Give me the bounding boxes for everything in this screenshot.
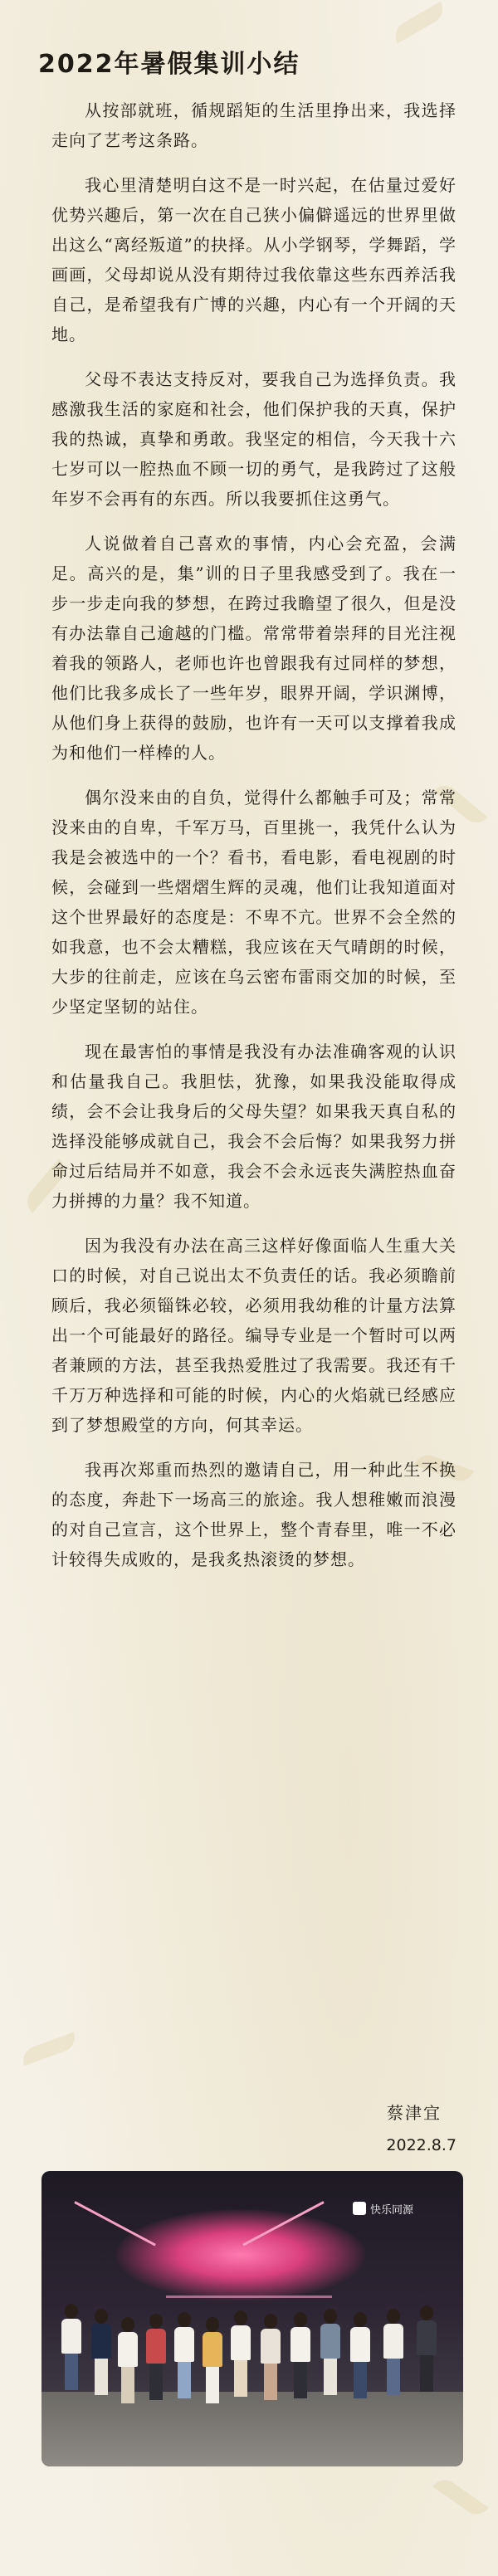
- logo-icon: [353, 2202, 366, 2215]
- paragraph: 我心里清楚明白这不是一时兴起，在估量过爱好优势兴趣后，第一次在自己狭小偏僻遥远的世界里做出这么“离经叛道”的抉择。从小学钢琴，学舞蹈，学画画，父母却说从没有期待过我依靠这些东西养活我自己，是希望我有广博的兴趣，内心有一个开阔的天地。: [51, 175, 456, 344]
- light-beam: [166, 2295, 332, 2298]
- page-title: 2022年暑假集训小结: [38, 50, 300, 79]
- light-beam: [74, 2201, 156, 2246]
- leaf-decoration: [432, 2475, 489, 2520]
- floor: [42, 2392, 463, 2466]
- paragraph: 现在最害怕的事情是我没有办法准确客观的认识和估量我自己。我胆怯，犹豫，如果我没能取得成绩，会不会让我身后的父母失望？如果我天真自私的选择没能够成就自己，我会不会后悔？如果我努力拼命过后结局并不如意，我会不会永远丧失满腔热血奋力拼搏的力量？我不知道。: [51, 1042, 456, 1211]
- paragraph: 因为我没有办法在高三这样好像面临人生重大关口的时候，对自己说出太不负责任的话。我必须瞻前顾后，我必须锱铢必较，必须用我幼稚的计量方法算出一个可能最好的路径。编导专业是一个暂时可以两者兼顾的方法，甚至我热爱胜过了我需要。我还有千千万万种选择和可能的时候，内心的火焰就已经感应到了梦想殿堂的方向，何其幸运。: [51, 1236, 456, 1435]
- essay-body: [51, 95, 456, 1589]
- leaf-decoration: [390, 2, 448, 44]
- neon-arch: [116, 2209, 365, 2300]
- group-photo: [42, 2171, 463, 2466]
- venue-logo: [353, 2199, 413, 2217]
- paragraph: 父母不表达支持反对，要我自己为选择负责。我感激我生活的家庭和社会，他们保护我的天真，保护我的热诚，真挚和勇敢。我坚定的相信，今天我十六七岁可以一腔热血不顾一切的勇气，是我跨过了这般年岁不会再有的东西。所以我要抓住这勇气。: [51, 369, 456, 509]
- paragraph: 人说做着自己喜欢的事情，内心会充盈，会满足。高兴的是，集”训的日子里我感受到了。我在一步一步走向我的梦想，在跨过我瞻望了很久，但是没有办法靠自己逾越的门槛。常常带着崇拜的目光注视着我的领路人，老师也许也曾跟我有过同样的梦想，他们比我多成长了一些年岁，眼界开阔，学识渊博，从他们身上获得的鼓励，也许有一天可以支撑着我成为和他们一样棒的人。: [51, 534, 456, 763]
- paragraph: 偶尔没来由的自负，觉得什么都触手可及；常常没来由的自卑，千军万马，百里挑一，我凭什么认为我是会被选中的一个？看书，看电影，看电视剧的时候，会碰到一些熠熠生辉的灵魂，他们让我知道面对这个世界最好的态度是：不卑不亢。世界不会全然的如我意，也不会太糟糕，我应该在天气晴朗的时候，大步的往前走，应该在乌云密布雷雨交加的时候，至少坚定坚韧的站住。: [51, 788, 456, 1017]
- logo-text: 快乐同源: [369, 2203, 413, 2217]
- author-signature: 蔡津宜: [387, 2103, 442, 2123]
- leaf-decoration: [19, 2032, 79, 2066]
- signature-date: 2022.8.7: [386, 2136, 456, 2154]
- paragraph: 我再次郑重而热烈的邀请自己，用一种此生不换的态度，奔赴下一场高三的旅途。我人想稚嫩而浪漫的对自己宣言，这个世界上，整个青春里，唯一不必计较得失成败的，是我炙热滚烫的梦想。: [51, 1460, 456, 1569]
- paragraph: 从按部就班，循规蹈矩的生活里挣出来，我选择走向了艺考这条路。: [51, 100, 456, 150]
